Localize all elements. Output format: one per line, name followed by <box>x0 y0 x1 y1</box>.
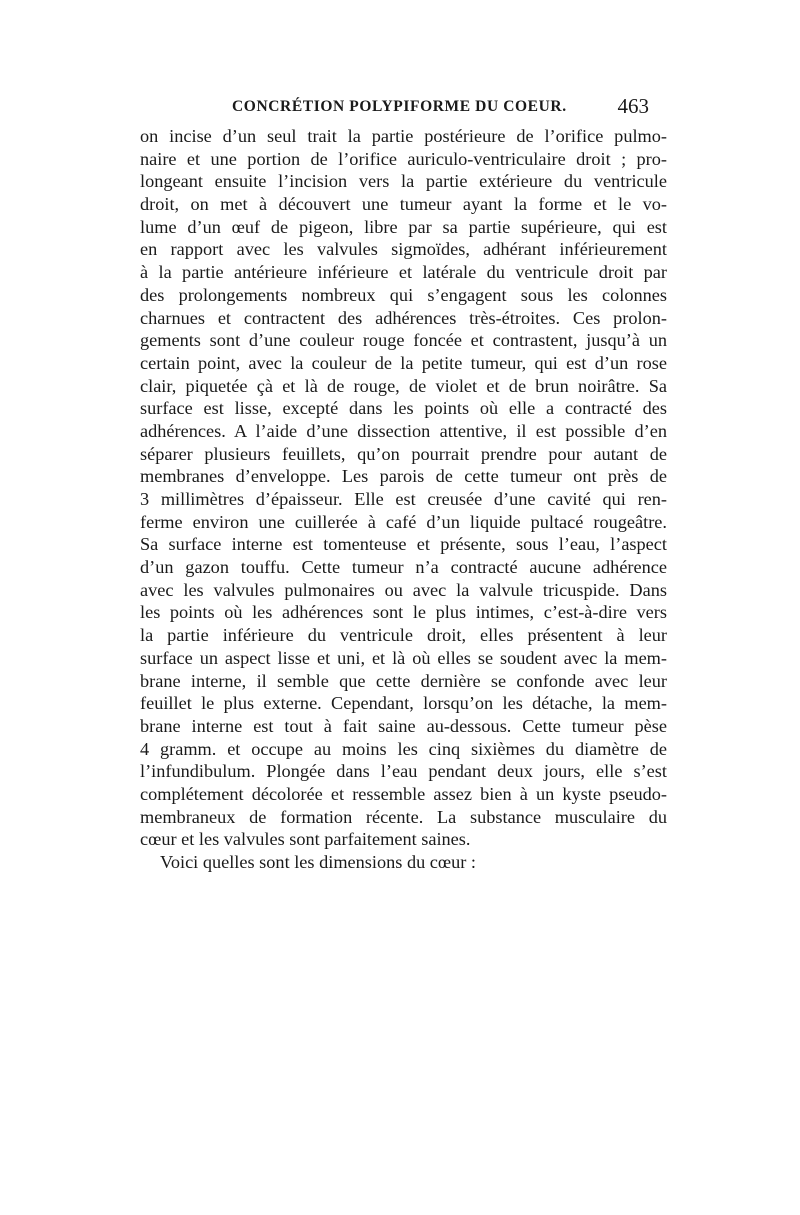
text-line: Sa surface interne est tomenteuse et présente, sous l’eau, l’aspect <box>140 534 667 555</box>
text-line: à la partie antérieure inférieure et latérale du ventricule droit par <box>140 262 667 283</box>
text-line: adhérences. A l’aide d’une dissection attentive, il est possible d’en <box>140 420 667 441</box>
closing-line: Voici quelles sont les dimensions du cœur : <box>160 852 477 872</box>
text-line: d’un gazon touffu. Cette tumeur n’a contracté aucune adhérence <box>140 557 667 578</box>
text-line: complétement décolorée et ressemble assez bien à un kyste pseudo- <box>140 783 667 804</box>
text-line: brane interne est tout à fait saine au-dessous. Cette tumeur pèse <box>140 715 667 736</box>
text-line: naire et une portion de l’orifice auriculo-ventriculaire droit ; pro- <box>140 148 667 169</box>
text-line: certain point, avec la couleur de la petite tumeur, qui est d’un rose <box>140 352 667 373</box>
text-line: séparer plusieurs feuillets, qu’on pourrait prendre pour autant de <box>140 443 667 464</box>
text-line: 3 millimètres d’épaisseur. Elle est creusée d’une cavité qui ren- <box>140 489 667 509</box>
text-line: la partie inférieure du ventricule droit, elles présentent à leur <box>140 625 667 646</box>
text-line: droit, on met à découvert une tumeur ayant la forme et le vo- <box>140 194 667 215</box>
text-line: clair, piquetée çà et là de rouge, de violet et de brun noirâtre. Sa <box>140 375 667 396</box>
text-line: surface est lisse, excepté dans les points où elle a contracté des <box>140 398 667 419</box>
text-line: 4 gramm. et occupe au moins les cinq sixièmes du diamètre de <box>140 738 667 759</box>
text-line: ferme environ une cuillerée à café d’un liquide pultacé rougeâtre. <box>140 511 667 532</box>
text-line: longeant ensuite l’incision vers la partie extérieure du ventricule <box>140 171 667 192</box>
page-header <box>140 94 655 124</box>
text-line: les points où les adhérences sont le plus intimes, c’est-à-dire vers <box>140 602 667 623</box>
text-line: feuillet le plus externe. Cependant, lorsqu’on les détache, la mem- <box>140 693 667 714</box>
text-line: l’infundibulum. Plongée dans l’eau pendant deux jours, elle s’est <box>140 761 667 782</box>
text-line: brane interne, il semble que cette dernière se confonde avec leur <box>140 670 667 691</box>
text-line: cœur et les valvules sont parfaitement saines. <box>140 829 471 850</box>
text-line: on incise d’un seul trait la partie postérieure de l’orifice pulmo- <box>140 126 667 146</box>
text-line: surface un aspect lisse et uni, et là où elles se soudent avec la mem- <box>140 647 667 668</box>
page-number: 463 <box>617 94 649 118</box>
body-paragraph <box>140 125 667 874</box>
running-head: CONCRÉTION POLYPIFORME DU COEUR. <box>232 98 567 115</box>
text-line: charnues et contractent des adhérences très-étroites. Ces prolon- <box>140 307 667 328</box>
text-line: membraneux de formation récente. La substance musculaire du <box>140 806 667 827</box>
text-line: membranes d’enveloppe. Les parois de cette tumeur ont près de <box>140 466 667 487</box>
text-line: avec les valvules pulmonaires ou avec la valvule tricuspide. Dans <box>140 579 667 600</box>
text-line: en rapport avec les valvules sigmoïdes, adhérant inférieurement <box>140 239 667 260</box>
text-line: gements sont d’une couleur rouge foncée et contrastent, jusqu’à un <box>140 330 667 351</box>
text-line: des prolongements nombreux qui s’engagent sous les colonnes <box>140 284 667 305</box>
text-line: lume d’un œuf de pigeon, libre par sa partie supérieure, qui est <box>140 216 667 237</box>
